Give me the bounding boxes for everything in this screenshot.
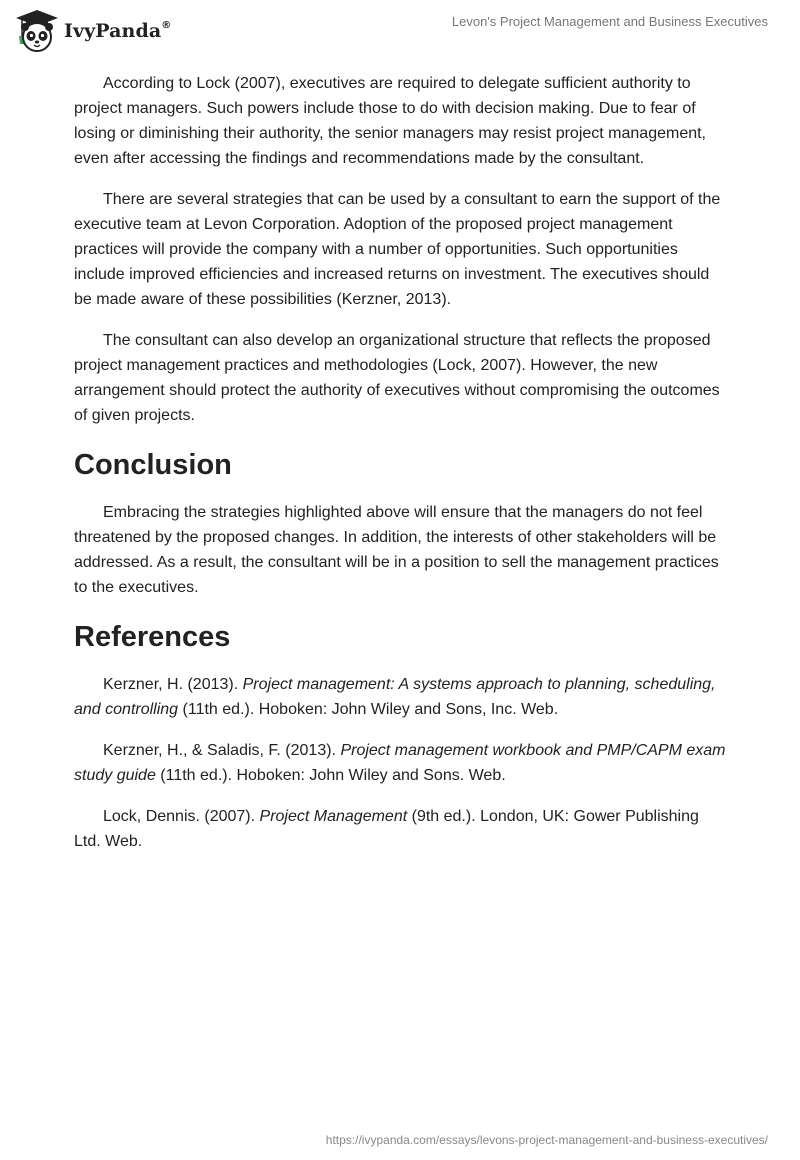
body-paragraph: According to Lock (2007), executives are required to delegate sufficient authority to project managers. Such powers include those to do with decision making. Due to fear of losing or diminishing their authority, the senior managers may resist project management, even after accessing the findings and recommendations made by the consultant. (74, 75, 706, 167)
body-paragraph: The consultant can also develop an organizational structure that reflects the proposed project management practices and methodologies (Lock, 2007). However, the new arrangement should protect the authority of executives without compromising the outcomes of given projects. (74, 332, 720, 424)
reference-item: Kerzner, H. (2013). Project management: A systems approach to planning, scheduling, and controlling (11th ed.). Hoboken: John Wiley and Sons, Inc. Web. (74, 676, 716, 718)
ivypanda-logo[interactable] (14, 8, 171, 54)
conclusion-heading: Conclusion (74, 449, 232, 481)
source-url[interactable]: https://ivypanda.com/essays/levons-project-management-and-business-executives/ (325, 1133, 768, 1147)
conclusion-paragraph: Embracing the strategies highlighted above will ensure that the managers do not feel threatened by the proposed changes. In addition, the interests of other stakeholders will be addressed. As a result, the consultant will be in a position to sell the management practices to the executives. (74, 504, 719, 596)
essay-content (74, 71, 729, 870)
panda-graduate-icon (14, 8, 60, 54)
reference-item: Lock, Dennis. (2007). Project Management (9th ed.). London, UK: Gower Publishing Ltd. Web. (74, 808, 699, 850)
body-paragraph: There are several strategies that can be used by a consultant to earn the support of the executive team at Levon Corporation. Adoption of the proposed project management practices will provide the company with a number of opportunities. Such opportunities include improved efficiencies and increased returns on investment. The executives should be made aware of these possibilities (Kerzner, 2013). (74, 191, 721, 308)
document-title: Levon's Project Management and Business Executives (451, 14, 768, 29)
references-heading: References (74, 621, 231, 653)
page-header (0, 0, 800, 60)
reference-item: Kerzner, H., & Saladis, F. (2013). Project management workbook and PMP/CAPM exam study guide (11th ed.). Hoboken: John Wiley and Sons. Web. (74, 742, 726, 784)
brand-name: IvyPanda® (64, 19, 172, 42)
